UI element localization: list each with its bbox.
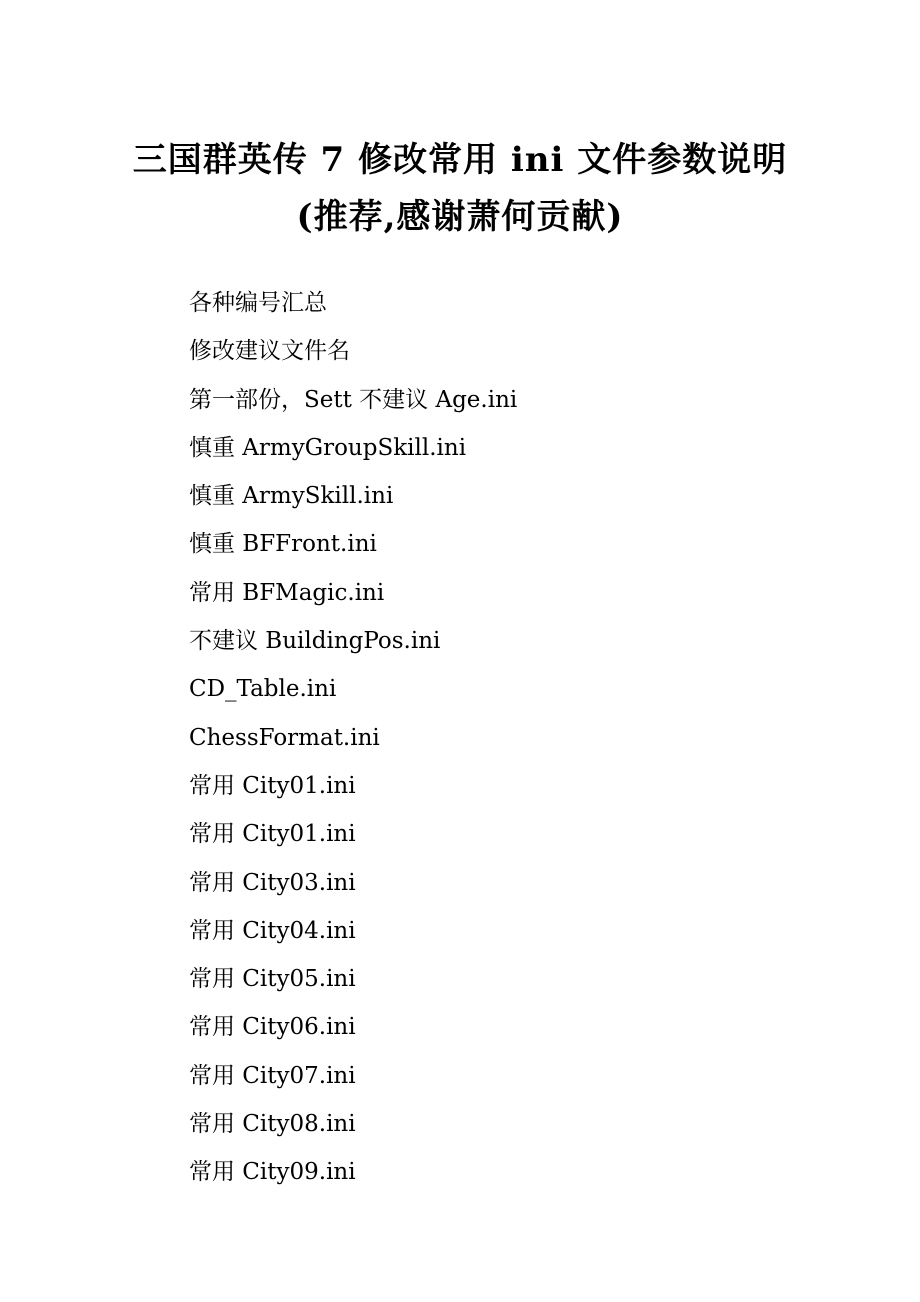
content-line: 常用 City05.ini [189, 966, 356, 993]
title-line-1: 三国群英传 7 修改常用 ini 文件参数说明 [132, 140, 788, 180]
content-line: 常用 City06.ini [189, 1014, 356, 1041]
content-line: 常用 City03.ini [189, 869, 356, 896]
title-line-2: (推荐,感谢萧何贡献) [296, 197, 624, 237]
content-line: 慎重 ArmySkill.ini [189, 483, 394, 510]
content-line: 常用 City08.ini [189, 1111, 356, 1138]
content-line: 常用 City01.ini [189, 772, 356, 799]
content-line: 常用 City04.ini [189, 917, 356, 944]
content-line: 第一部份，Sett 不建议 Age.ini [189, 386, 518, 413]
content-line: 不建议 BuildingPos.ini [189, 628, 441, 655]
content-line: 常用 City07.ini [189, 1062, 356, 1089]
document-title [0, 140, 920, 237]
content-line: 常用 City09.ini [189, 1159, 356, 1186]
content-line: 各种编号汇总 [189, 290, 327, 316]
content-line: 慎重 BFFront.ini [189, 531, 377, 558]
content-line: 常用 City01.ini [189, 821, 356, 848]
content-line: 修改建议文件名 [189, 338, 350, 365]
content-list [189, 283, 517, 1201]
content-line: ChessFormat.ini [189, 724, 380, 751]
content-line: CD_Table.ini [189, 676, 337, 703]
content-line: 慎重 ArmyGroupSkill.ini [189, 434, 467, 461]
content-line: 常用 BFMagic.ini [189, 579, 385, 606]
